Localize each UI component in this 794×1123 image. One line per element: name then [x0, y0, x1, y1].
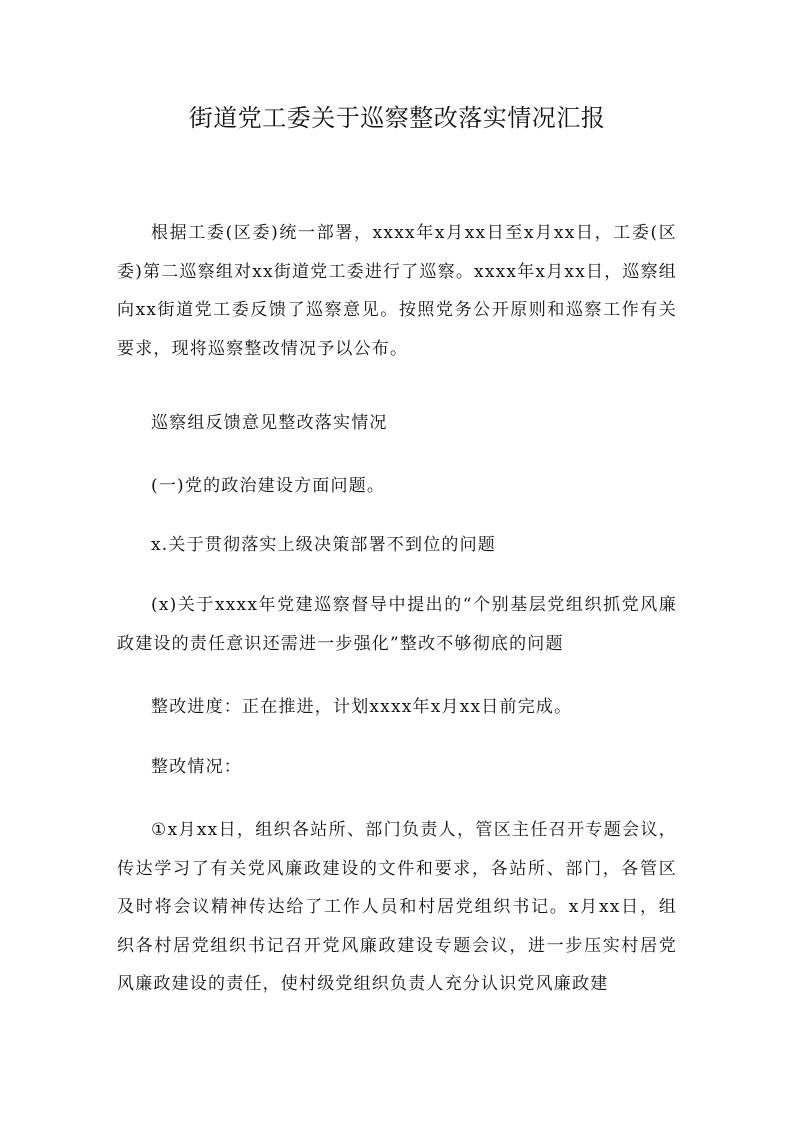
paragraph-intro: 根据工委(区委)统一部署，xxxx年x月xx日至x月xx日，工委(区委)第二巡察组对xx街道党工委进行了巡察。xxxx年x月xx日，巡察组向xx街道党工委反馈了巡察意见。按照党务公开原则和巡察工作有关要求，现将巡察整改情况予以公布。 [117, 223, 677, 359]
issue-detail-paragraph: (x)关于xxxx年党建巡察督导中提出的“个别基层党组织抓党风廉政建设的责任意识还需进一步强化”整改不够彻底的问题 [117, 595, 677, 654]
section-heading: 巡察组反馈意见整改落实情况 [151, 413, 388, 433]
rectification-paragraph: ①x月xx日，组织各站所、部门负责人，管区主任召开专题会议，传达学习了有关党风廉政建设的文件和要求，各站所、部门，各管区及时将会议精神传达给了工作人员和村居党组织书记。x月xx日，组织各村居党组织书记召开党风廉政建设专题会议，进一步压实村居党风廉政建设的责任，使村级党组织负责人充分认识党风廉政建 [117, 820, 677, 994]
progress-paragraph: 整改进度：正在推进，计划xxxx年x月xx日前完成。 [151, 697, 573, 717]
issue-heading: x.关于贯彻落实上级决策部署不到位的问题 [151, 535, 496, 555]
status-label: 整改情况： [151, 757, 242, 777]
document-title: 街道党工委关于巡察整改落实情况汇报 [188, 104, 606, 132]
subsection-heading: (一)党的政治建设方面问题。 [151, 476, 386, 496]
